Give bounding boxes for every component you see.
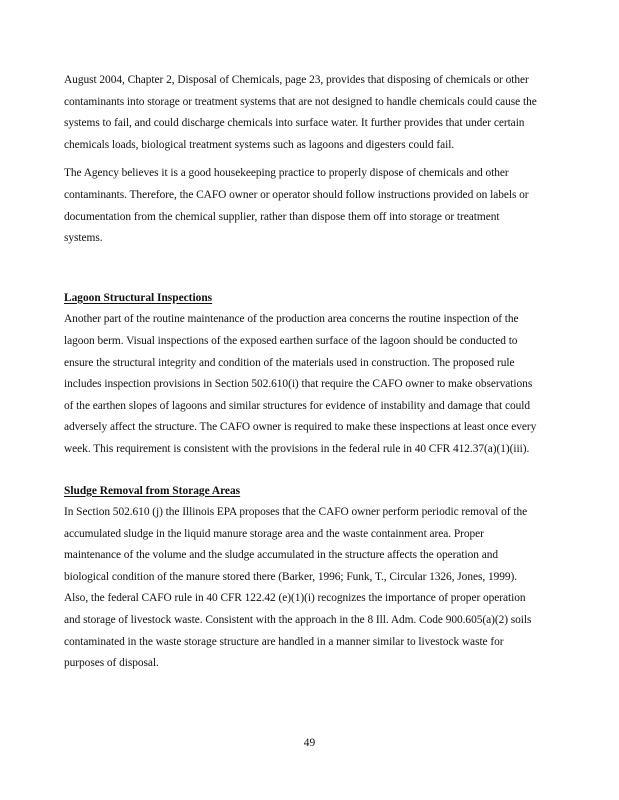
paragraph-chemical-disposal: August 2004, Chapter 2, Disposal of Chemicals, page 23, provides that disposing of chemicals or other contaminants into storage or treatment systems that are not designed to handle chemicals could cause the systems to fail, and could discharge chemicals into surface water. It further provides that under certain chemicals loads, biological treatment systems such as lagoons and digesters could fail. [64,74,537,151]
page-number: 49 [303,737,316,749]
paragraph-sludge-removal: In Section 502.610 (j) the Illinois EPA proposes that the CAFO owner perform periodic removal of the accumulated sludge in the liquid manure storage area and the waste containment area. Proper maintenance of the volume and the sludge accumulated in the structure affects the operation and biological condition of the manure stored there (Barker, 1996; Funk, T., Circular 1326, Jones, 1999). Also, the federal CAFO rule in 40 CFR 122.42 (e)(1)(i) recognizes the importance of proper operation and storage of livestock waste. Consistent with the approach in the 8 Ill. Adm. Code 900.605(a)(2) soils contaminated in the waste storage structure are handled in a manner similar to livestock waste for purposes of disposal. [64,506,532,670]
paragraph-lagoon-inspections: Another part of the routine maintenance of the production area concerns the routine inspection of the lagoon berm. Visual inspections of the exposed earthen surface of the lagoon should be conducted to ensure the structural integrity and condition of the materials used in construction. The proposed rule includes inspection provisions in Section 502.610(i) that require the CAFO owner to make observations of the earthen slopes of lagoons and similar structures for evidence of instability and damage that could adversely affect the structure. The CAFO owner is required to make these inspections at least once every week. This requirement is consistent with the provisions in the federal rule in 40 CFR 412.37(a)(1)(iii). [64,313,537,455]
document-body [64,70,538,675]
section-heading-sludge-removal: Sludge Removal from Storage Areas [64,484,241,497]
section-heading-lagoon-inspections: Lagoon Structural Inspections [64,291,213,304]
section-lagoon-inspections [64,288,538,461]
section-sludge-removal [64,481,538,675]
paragraph-housekeeping-practice: The Agency believes it is a good housekeeping practice to properly dispose of chemicals and other contaminants. Therefore, the CAFO owner or operator should follow instructions provided on labels or documentation from the chemical supplier, rather than dispose them off into storage or treatment systems. [64,167,529,245]
